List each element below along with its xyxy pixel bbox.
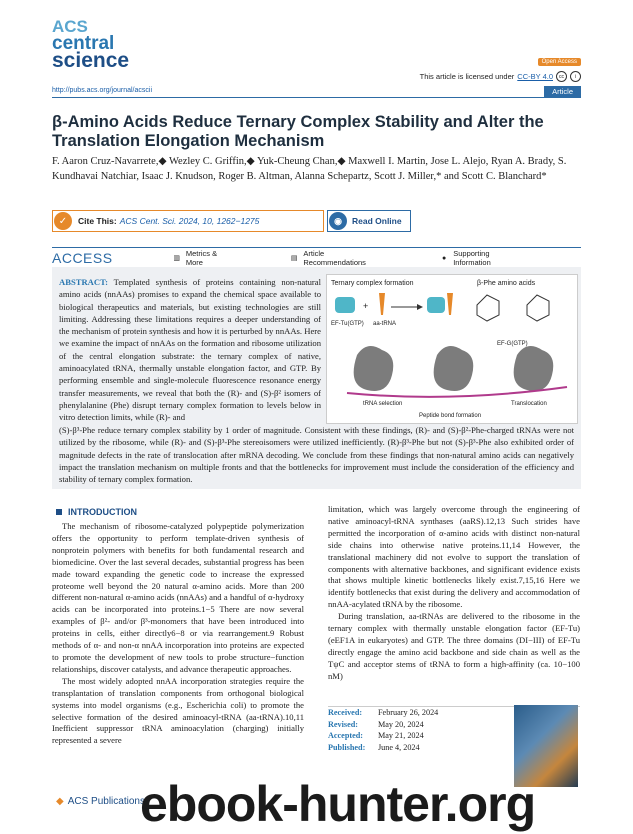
toc-label: β-Phe amino acids [477, 280, 536, 287]
si-icon: ● [441, 254, 447, 262]
square-bullet-icon [56, 509, 62, 515]
metrics-link[interactable]: ▥ Metrics & More [173, 249, 218, 267]
supporting-info-link[interactable]: ● Supporting Information [440, 249, 523, 267]
benzene-ring [527, 295, 549, 321]
section-heading: INTRODUCTION [56, 507, 137, 517]
paragraph: The most widely adopted nnAA incorporation strategies require the transplantation of translation components from orthogonal biological systems into model organisms (e.g., Escherichia coli) to promote the selective formation of the desired aminoacyl-tRNA (aa-tRNA).10,11 Inefficient suppressor tRNA aminoacylation (charging) initially represented a severe [52, 675, 304, 746]
toc-label: tRNA selection [363, 401, 403, 407]
date-row: Accepted: May 21, 2024 [328, 731, 424, 741]
date-row: Received: February 26, 2024 [328, 708, 439, 717]
cite-this-bar[interactable]: ✓ Cite This: ACS Cent. Sci. 2024, 10, 1262−1275 [52, 210, 324, 232]
toc-label: Peptide bond formation [419, 413, 482, 419]
abstract-text-bottom: (S)-β³-Phe reduce ternary complex stability by 1 order of magnitude. Consistent with these findings, (R)- and (S)-β²-Phe-charged tRNAs were not utilized by the ribosome, while (R)- and (S)-β³-Phe stereoisomers were utilized inefficiently. (R)-β³-Phe but not (S)-β³-Phe also exhibited order of magnitude defects in the rate of translocation after mRNA decoding. We conclude from these findings that non-natural amino acids can negatively impact the translation mechanism on multiple fronts and that the bottlenecks for improvement must include the consideration of the efficiency and stability of ternary complex formation. [59, 425, 574, 485]
paragraph: limitation, which was largely overcome through the engineering of native aminoacyl-tRNA synthases (aaRS).12,13 Such strides have permitted the incorporation of α-amino acids with distinct non-natural side chains into otherwise native proteins.11,14 However, the translational machinery did not evolve to support the translation of components with alternative backbones, and significant evidence exists that shows multiple kinetic bottlenecks likely exist.7,15,16 Here we identify bottlenecks that exist during the delivery and accommodation of nnAA-acylated tRNA by the ribosome. [328, 504, 580, 610]
cc-icon: cc [556, 71, 567, 82]
journal-logo: ACS central science [52, 17, 130, 72]
by-icon: i [570, 71, 581, 82]
paper-title: β-Amino Acids Reduce Ternary Complex Stability and Alter the Translation Elongation Mechanism [52, 113, 544, 150]
ribosome-shape [434, 346, 474, 391]
toc-label: Ternary complex formation [331, 280, 414, 287]
ef-tu-shape [335, 297, 355, 313]
acs-shield-icon: ◆ [56, 796, 64, 807]
toc-label: Translocation [511, 401, 547, 407]
trna-shape [379, 293, 385, 315]
paragraph: During translation, aa-tRNAs are delivered to the ribosome in the ternary complex with thermally unstable elongation factor (EF-Tu) (eEF1A in eukaryotes) and GTP. The three domains (DI−III) of EF-Tu directly engage the amino acid backbone and side chain as well as the TψC and acceptor stems of tRNA to form a high-affinity (ca. 10−100 nM) [328, 611, 580, 681]
access-bar [52, 247, 581, 268]
journal-url[interactable]: http://pubs.acs.org/journal/acscii [52, 87, 152, 94]
paragraph: The mechanism of ribosome-catalyzed polypeptide polymerization offers the opportunity to perform template-driven synthesis of nonprotein polymers with benefits for both fundamental research and biomedicine. Over the last several decades, substantial progress has been made toward expanding the genetic code to increase the expressed proteome well beyond the 20 natural α-amino acids. More than 200 different non-natural α-amino acids (nnAAs) and a handful of α-hydroxy acids can be incorporated into proteins.1−5 There are now several examples of β²- and/or β³-monomers that have been introduced into proteins in cells, either directly6−8 or via rearrangement.9 Robust methods of α- and non-α nnAA incorporation into proteins are expected to promote the development of new tools to probe structure−function relationships, discover catalysts, and advance therapeutic approaches. [52, 521, 304, 674]
author-list: F. Aaron Cruz-Navarrete,◆ Wezley C. Griffin,◆ Yuk-Cheung Chan,◆ Maxwell I. Martin, Jose L. Alejo, Ryan A. Brady, S. Kundhavai Natchiar, Isaac J. Knudson, Roger B. Altman, Alanna Schepartz, Scott J. Miller,* and Scott C. Blanchard* [52, 156, 567, 182]
toc-svg [327, 275, 577, 423]
globe-icon: ◉ [329, 212, 347, 230]
date-row: Published: June 4, 2024 [328, 742, 420, 752]
toc-label: EF-G(GTP) [497, 341, 528, 347]
read-online-button[interactable]: ◉ Read Online [327, 210, 411, 232]
benzene-ring [477, 295, 499, 321]
access-label: ACCESS [52, 250, 113, 266]
check-icon: ✓ [54, 212, 72, 230]
open-access-badge: Open Access [538, 58, 581, 66]
document-icon: ▤ [290, 255, 298, 262]
toc-graphic [326, 274, 578, 424]
recommendations-link[interactable]: ▤ Article Recommendations [290, 249, 366, 267]
date-row: Revised: May 20, 2024 [328, 719, 424, 729]
toc-label: EF-Tu(GTP) [331, 321, 364, 327]
license-line: This article is licensed under CC-BY 4.0 cc i [420, 71, 581, 82]
abstract-text-top: ABSTRACT: Templated synthesis of proteins containing non-natural amino acids (nnAAs) promises to expand the chemical space available to biological therapeutics and materials, but existing technologies are still limiting. Addressing these limitations requires a deeper understanding of the mechanism of protein synthesis and how it is perturbed by nnAAs. Here we examine the impact of nnAAs on the formation and ribosome utilization of the central elongation substrate: the ternary complex of native, aminoacylated tRNA, thermally unstable elongation factor, and GTP. By performing ensemble and single-molecule fluorescence resonance energy transfer measurements, we reveal that both the (R)- and (S)-β² isomers of phenylalanine (Phe) disrupt ternary complex formation to levels below in vitro detection limits, while (R)- and [59, 277, 321, 423]
toc-label: aa-tRNA [373, 321, 397, 327]
article-type-tag: Article [544, 86, 581, 97]
bar-chart-icon: ▥ [173, 255, 181, 262]
ribosome-shape [354, 346, 394, 391]
body-column-left [52, 521, 304, 747]
body-column-right [328, 504, 580, 683]
publisher-logo: ◆ ACS Publications [56, 796, 145, 807]
license-link[interactable]: CC-BY 4.0 [517, 72, 553, 81]
svg-text:+: + [363, 301, 369, 311]
watermark: ebook-hunter.org [140, 776, 536, 832]
ribosome-shape [514, 346, 554, 391]
